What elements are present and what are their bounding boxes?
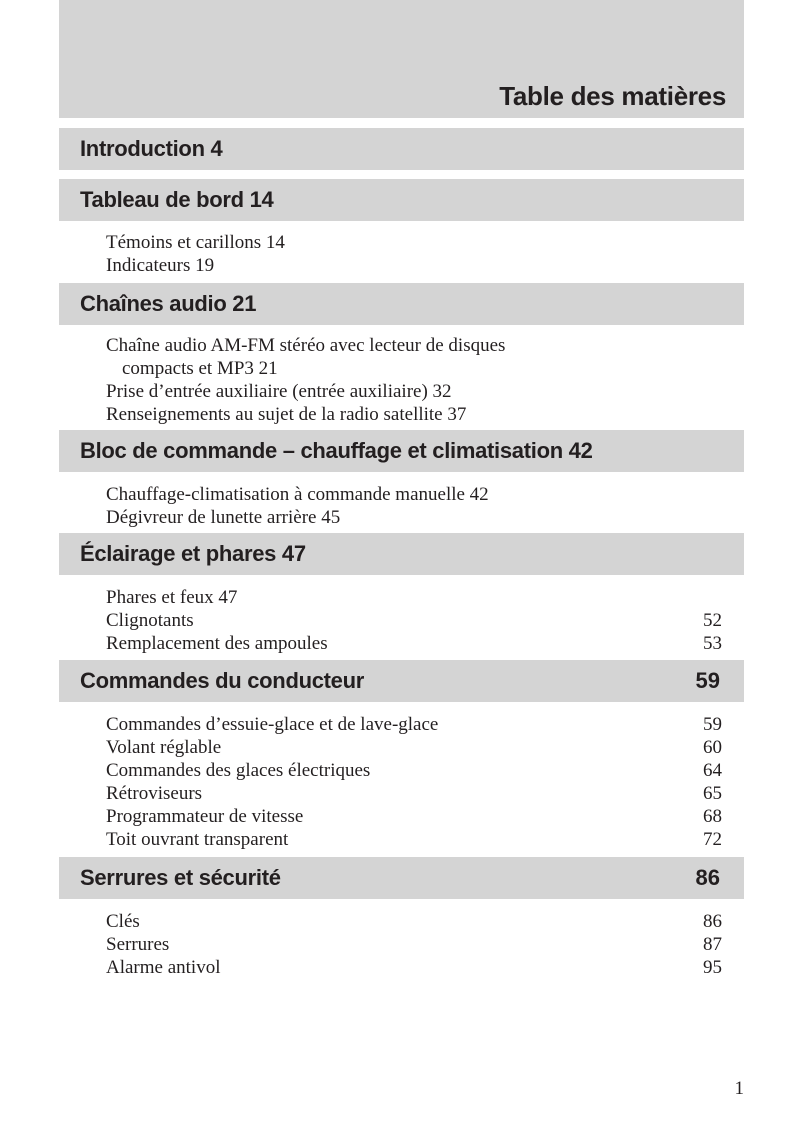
section-page: 59	[695, 668, 720, 693]
entry-text: Remplacement des ampoules	[106, 633, 328, 654]
toc-entry[interactable]	[106, 254, 722, 277]
entry-text: Clignotants	[106, 610, 194, 631]
entry-text: Commandes des glaces électriques	[106, 760, 371, 781]
toc-entry-continuation[interactable]	[106, 357, 722, 380]
entry-page: 86	[703, 911, 722, 932]
entry-text: Témoins et carillons 14	[106, 232, 285, 253]
section-title: Chaînes audio 21	[80, 291, 257, 316]
section-title: Commandes du conducteur	[80, 668, 365, 693]
entry-page: 52	[703, 610, 722, 631]
entry-page: 68	[703, 806, 722, 827]
section-entries-chaines-audio	[106, 334, 722, 426]
section-heading-tableau-de-bord[interactable]	[59, 179, 744, 221]
entry-text: Alarme antivol	[106, 957, 221, 978]
section-entries-eclairage-et-phares	[106, 586, 722, 655]
toc-entry[interactable]	[106, 933, 722, 956]
entry-page: 59	[703, 714, 722, 735]
entry-text: Chauffage-climatisation à commande manuelle 42	[106, 484, 489, 505]
toc-entry[interactable]	[106, 956, 722, 979]
toc-entry[interactable]	[106, 483, 722, 506]
entry-text: Phares et feux 47	[106, 587, 238, 608]
entry-page: 53	[703, 633, 722, 654]
section-heading-commandes-du-conducteur[interactable]	[59, 660, 744, 702]
entry-text: Prise d’entrée auxiliaire (entrée auxiliaire) 32	[106, 381, 452, 402]
toc-entry[interactable]	[106, 759, 722, 782]
section-heading-bloc-de-commande[interactable]	[59, 430, 744, 472]
toc-entry[interactable]	[106, 403, 722, 426]
entry-text: Serrures	[106, 934, 170, 955]
entry-text: Commandes d’essuie-glace et de lave-glace	[106, 714, 439, 735]
entry-text: Renseignements au sujet de la radio satellite 37	[106, 404, 467, 425]
section-page: 86	[695, 865, 720, 890]
section-entries-commandes-du-conducteur	[106, 713, 722, 851]
entry-text: Toit ouvrant transparent	[106, 829, 289, 850]
entry-text: Chaîne audio AM-FM stéréo avec lecteur de disques	[106, 335, 506, 356]
section-entries-tableau-de-bord	[106, 231, 722, 277]
section-title: Éclairage et phares 47	[80, 541, 306, 566]
section-heading-chaines-audio[interactable]	[59, 283, 744, 325]
toc-entry[interactable]	[106, 713, 722, 736]
section-heading-introduction[interactable]	[59, 128, 744, 170]
toc-entry[interactable]	[106, 910, 722, 933]
toc-entry[interactable]	[106, 609, 722, 632]
entry-page: 72	[703, 829, 722, 850]
section-entries-bloc-de-commande	[106, 483, 722, 529]
toc-entry[interactable]	[106, 334, 722, 357]
entry-page: 87	[703, 934, 722, 955]
toc-header-band	[59, 0, 744, 118]
section-heading-eclairage-et-phares[interactable]	[59, 533, 744, 575]
entry-page: 65	[703, 783, 722, 804]
entry-page: 60	[703, 737, 722, 758]
section-title: Bloc de commande – chauffage et climatisation 42	[80, 438, 593, 463]
toc-entry[interactable]	[106, 632, 722, 655]
section-title: Tableau de bord 14	[80, 187, 274, 212]
toc-entry[interactable]	[106, 828, 722, 851]
page-title: Table des matières	[499, 81, 726, 111]
entry-text: Clés	[106, 911, 140, 932]
entry-text: Rétroviseurs	[106, 783, 203, 804]
entry-text: Indicateurs 19	[106, 255, 215, 276]
toc-entry[interactable]	[106, 782, 722, 805]
entry-text: Programmateur de vitesse	[106, 806, 304, 827]
entry-page: 95	[703, 957, 722, 978]
toc-entry[interactable]	[106, 586, 722, 609]
section-heading-serrures-et-securite[interactable]	[59, 857, 744, 899]
toc-entry[interactable]	[106, 736, 722, 759]
entry-text: Dégivreur de lunette arrière 45	[106, 507, 341, 528]
toc-entry[interactable]	[106, 805, 722, 828]
entry-text: Volant réglable	[106, 737, 222, 758]
toc-entry[interactable]	[106, 506, 722, 529]
entry-page: 64	[703, 760, 722, 781]
toc-entry[interactable]	[106, 380, 722, 403]
section-title: Serrures et sécurité	[80, 865, 281, 890]
section-title: Introduction 4	[80, 136, 223, 161]
entry-text: compacts et MP3 21	[122, 358, 278, 379]
toc-entry[interactable]	[106, 231, 722, 254]
section-entries-serrures-et-securite	[106, 910, 722, 979]
page-number: 1	[734, 1078, 744, 1099]
